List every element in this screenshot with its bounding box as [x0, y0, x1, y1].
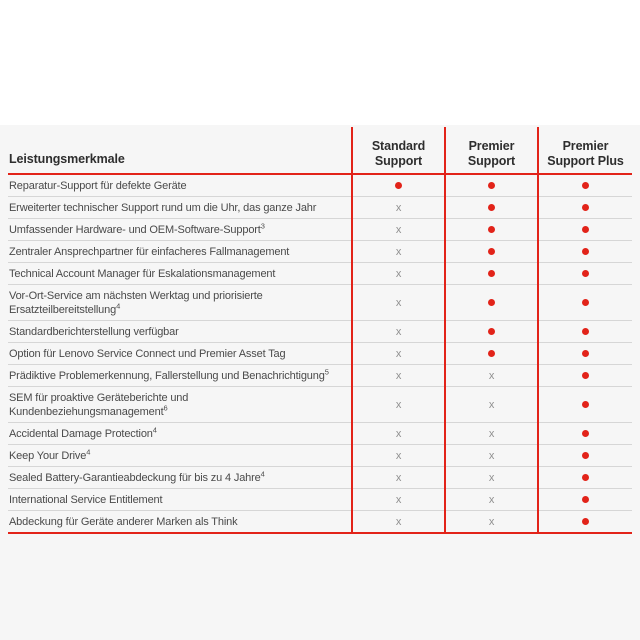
feature-label: Abdeckung für Geräte anderer Marken als Think [9, 515, 238, 528]
footnote-ref: 3 [260, 220, 265, 230]
standard-support-mark-cell [352, 321, 445, 343]
premier-support-mark-cell [445, 365, 538, 387]
standard-support-mark-cell [352, 387, 445, 423]
included-dot-icon [582, 299, 589, 306]
feature-cell [8, 241, 352, 263]
included-dot-icon [582, 248, 589, 255]
included-dot-icon [488, 299, 495, 306]
included-dot-icon [582, 496, 589, 503]
standard-support-mark-cell [352, 489, 445, 511]
feature-cell [8, 387, 352, 423]
feature-label: Sealed Battery-Garantieabdeckung für bis zu 4 Jahre [9, 471, 261, 484]
not-included-x-mark: x [395, 201, 402, 214]
standard-support-mark-cell [352, 219, 445, 241]
included-dot-icon [582, 204, 589, 211]
premier-support-plus-mark-cell [538, 219, 632, 241]
standard-support-mark-cell [352, 445, 445, 467]
feature-row [8, 343, 632, 365]
not-included-x-mark: x [488, 515, 495, 528]
feature-label: Zentraler Ansprechpartner für einfacheres Fallmanagement [9, 245, 290, 258]
standard-support-mark-cell [352, 365, 445, 387]
feature-cell [8, 174, 352, 197]
not-included-x-mark: x [488, 427, 495, 440]
feature-label: Umfassender Hardware- und OEM-Software-Support [9, 223, 261, 236]
premier-support-mark-cell [445, 197, 538, 219]
included-dot-icon [582, 350, 589, 357]
not-included-x-mark: x [488, 471, 495, 484]
feature-label: International Service Entitlement [9, 493, 163, 506]
premier-support-plus-mark-cell [538, 489, 632, 511]
premier-support-mark-cell [445, 219, 538, 241]
included-dot-icon [488, 226, 495, 233]
premier-support-plus-mark-cell [538, 321, 632, 343]
premier-support-mark-cell [445, 423, 538, 445]
feature-row [8, 219, 632, 241]
premier-support-mark-cell [445, 343, 538, 365]
feature-cell [8, 343, 352, 365]
included-dot-icon [582, 518, 589, 525]
premier-support-mark-cell [445, 241, 538, 263]
premier-support-mark-cell [445, 263, 538, 285]
standard-support-mark-cell [352, 343, 445, 365]
premier-support-plus-mark-cell [538, 423, 632, 445]
premier-support-plus-mark-cell [538, 241, 632, 263]
included-dot-icon [582, 452, 589, 459]
premier-support-plus-mark-cell [538, 174, 632, 197]
premier-support-plus-mark-cell [538, 445, 632, 467]
features-header-label: Leistungsmerkmale [9, 152, 125, 166]
feature-row [8, 365, 632, 387]
feature-cell [8, 445, 352, 467]
feature-row [8, 511, 632, 534]
not-included-x-mark: x [395, 296, 402, 309]
feature-label: Reparatur-Support für defekte Geräte [9, 179, 187, 192]
standard-support-mark-cell [352, 241, 445, 263]
column-header-standard-support [352, 127, 445, 174]
premier-support-mark-cell [445, 511, 538, 534]
premier-support-plus-mark-cell [538, 511, 632, 534]
not-included-x-mark: x [395, 245, 402, 258]
premier-support-mark-cell [445, 285, 538, 321]
not-included-x-mark: x [488, 493, 495, 506]
feature-label: Standardberichterstellung verfügbar [9, 325, 179, 338]
included-dot-icon [582, 474, 589, 481]
included-dot-icon [395, 182, 402, 189]
feature-label: Vor-Ort-Service am nächsten Werktag und priorisierte Ersatzteilbereitstellung [9, 289, 263, 316]
premier-support-header-label: Premier Support [467, 139, 516, 168]
premier-support-plus-mark-cell [538, 365, 632, 387]
included-dot-icon [582, 430, 589, 437]
not-included-x-mark: x [395, 449, 402, 462]
standard-support-mark-cell [352, 197, 445, 219]
included-dot-icon [582, 328, 589, 335]
standard-support-mark-cell [352, 285, 445, 321]
feature-cell [8, 263, 352, 285]
feature-label: Keep Your Drive [9, 449, 87, 462]
feature-label: Erweiterter technischer Support rund um die Uhr, das ganze Jahr [9, 201, 317, 214]
feature-row [8, 423, 632, 445]
feature-cell [8, 489, 352, 511]
footnote-ref: 5 [324, 366, 329, 376]
premier-support-mark-cell [445, 387, 538, 423]
premier-support-plus-mark-cell [538, 197, 632, 219]
feature-label: Prädiktive Problemerkennung, Fallerstellung und Benachrichtigung [9, 369, 325, 382]
standard-support-mark-cell [352, 511, 445, 534]
premier-support-plus-mark-cell [538, 387, 632, 423]
feature-cell [8, 467, 352, 489]
feature-cell [8, 511, 352, 534]
included-dot-icon [582, 226, 589, 233]
premier-support-mark-cell [445, 489, 538, 511]
standard-support-mark-cell [352, 263, 445, 285]
included-dot-icon [488, 204, 495, 211]
footnote-ref: 4 [152, 424, 157, 434]
feature-row [8, 321, 632, 343]
included-dot-icon [488, 270, 495, 277]
feature-cell [8, 219, 352, 241]
included-dot-icon [488, 182, 495, 189]
premier-support-plus-mark-cell [538, 467, 632, 489]
premier-support-plus-mark-cell [538, 285, 632, 321]
premier-support-mark-cell [445, 321, 538, 343]
included-dot-icon [582, 182, 589, 189]
column-header-premier-support-plus [538, 127, 632, 174]
feature-label: SEM für proaktive Geräteberichte und Kundenbeziehungsmanagement [9, 391, 189, 418]
not-included-x-mark: x [395, 325, 402, 338]
included-dot-icon [582, 270, 589, 277]
premier-support-plus-mark-cell [538, 343, 632, 365]
support-comparison-table [8, 127, 632, 534]
feature-label: Accidental Damage Protection [9, 427, 153, 440]
feature-label: Technical Account Manager für Eskalationsmanagement [9, 267, 276, 280]
feature-row [8, 263, 632, 285]
footnote-ref: 4 [86, 446, 91, 456]
feature-row [8, 197, 632, 219]
not-included-x-mark: x [488, 369, 495, 382]
feature-cell [8, 197, 352, 219]
feature-cell [8, 423, 352, 445]
premier-support-mark-cell [445, 174, 538, 197]
not-included-x-mark: x [395, 398, 402, 411]
included-dot-icon [488, 350, 495, 357]
standard-support-mark-cell [352, 423, 445, 445]
footnote-ref: 4 [260, 468, 265, 478]
not-included-x-mark: x [395, 471, 402, 484]
not-included-x-mark: x [395, 493, 402, 506]
footnote-ref: 6 [163, 402, 168, 412]
feature-row [8, 174, 632, 197]
standard-support-mark-cell [352, 467, 445, 489]
feature-cell [8, 321, 352, 343]
not-included-x-mark: x [395, 515, 402, 528]
not-included-x-mark: x [488, 398, 495, 411]
header-row [8, 127, 632, 174]
not-included-x-mark: x [395, 369, 402, 382]
premier-support-plus-header-label: Premier Support Plus [547, 139, 624, 168]
feature-row [8, 467, 632, 489]
feature-row [8, 387, 632, 423]
feature-cell [8, 285, 352, 321]
not-included-x-mark: x [488, 449, 495, 462]
not-included-x-mark: x [395, 223, 402, 236]
feature-row [8, 241, 632, 263]
column-header-features [8, 127, 352, 174]
premier-support-mark-cell [445, 467, 538, 489]
included-dot-icon [582, 372, 589, 379]
included-dot-icon [582, 401, 589, 408]
feature-cell [8, 365, 352, 387]
premier-support-plus-mark-cell [538, 263, 632, 285]
not-included-x-mark: x [395, 427, 402, 440]
column-header-premier-support [445, 127, 538, 174]
standard-support-mark-cell [352, 174, 445, 197]
not-included-x-mark: x [395, 347, 402, 360]
feature-label: Option für Lenovo Service Connect und Premier Asset Tag [9, 347, 286, 360]
feature-row [8, 489, 632, 511]
included-dot-icon [488, 248, 495, 255]
not-included-x-mark: x [395, 267, 402, 280]
premier-support-mark-cell [445, 445, 538, 467]
included-dot-icon [488, 328, 495, 335]
footnote-ref: 4 [116, 300, 121, 310]
feature-row [8, 285, 632, 321]
support-comparison-section [0, 125, 640, 640]
standard-support-header-label: Standard Support [371, 139, 426, 168]
feature-row [8, 445, 632, 467]
